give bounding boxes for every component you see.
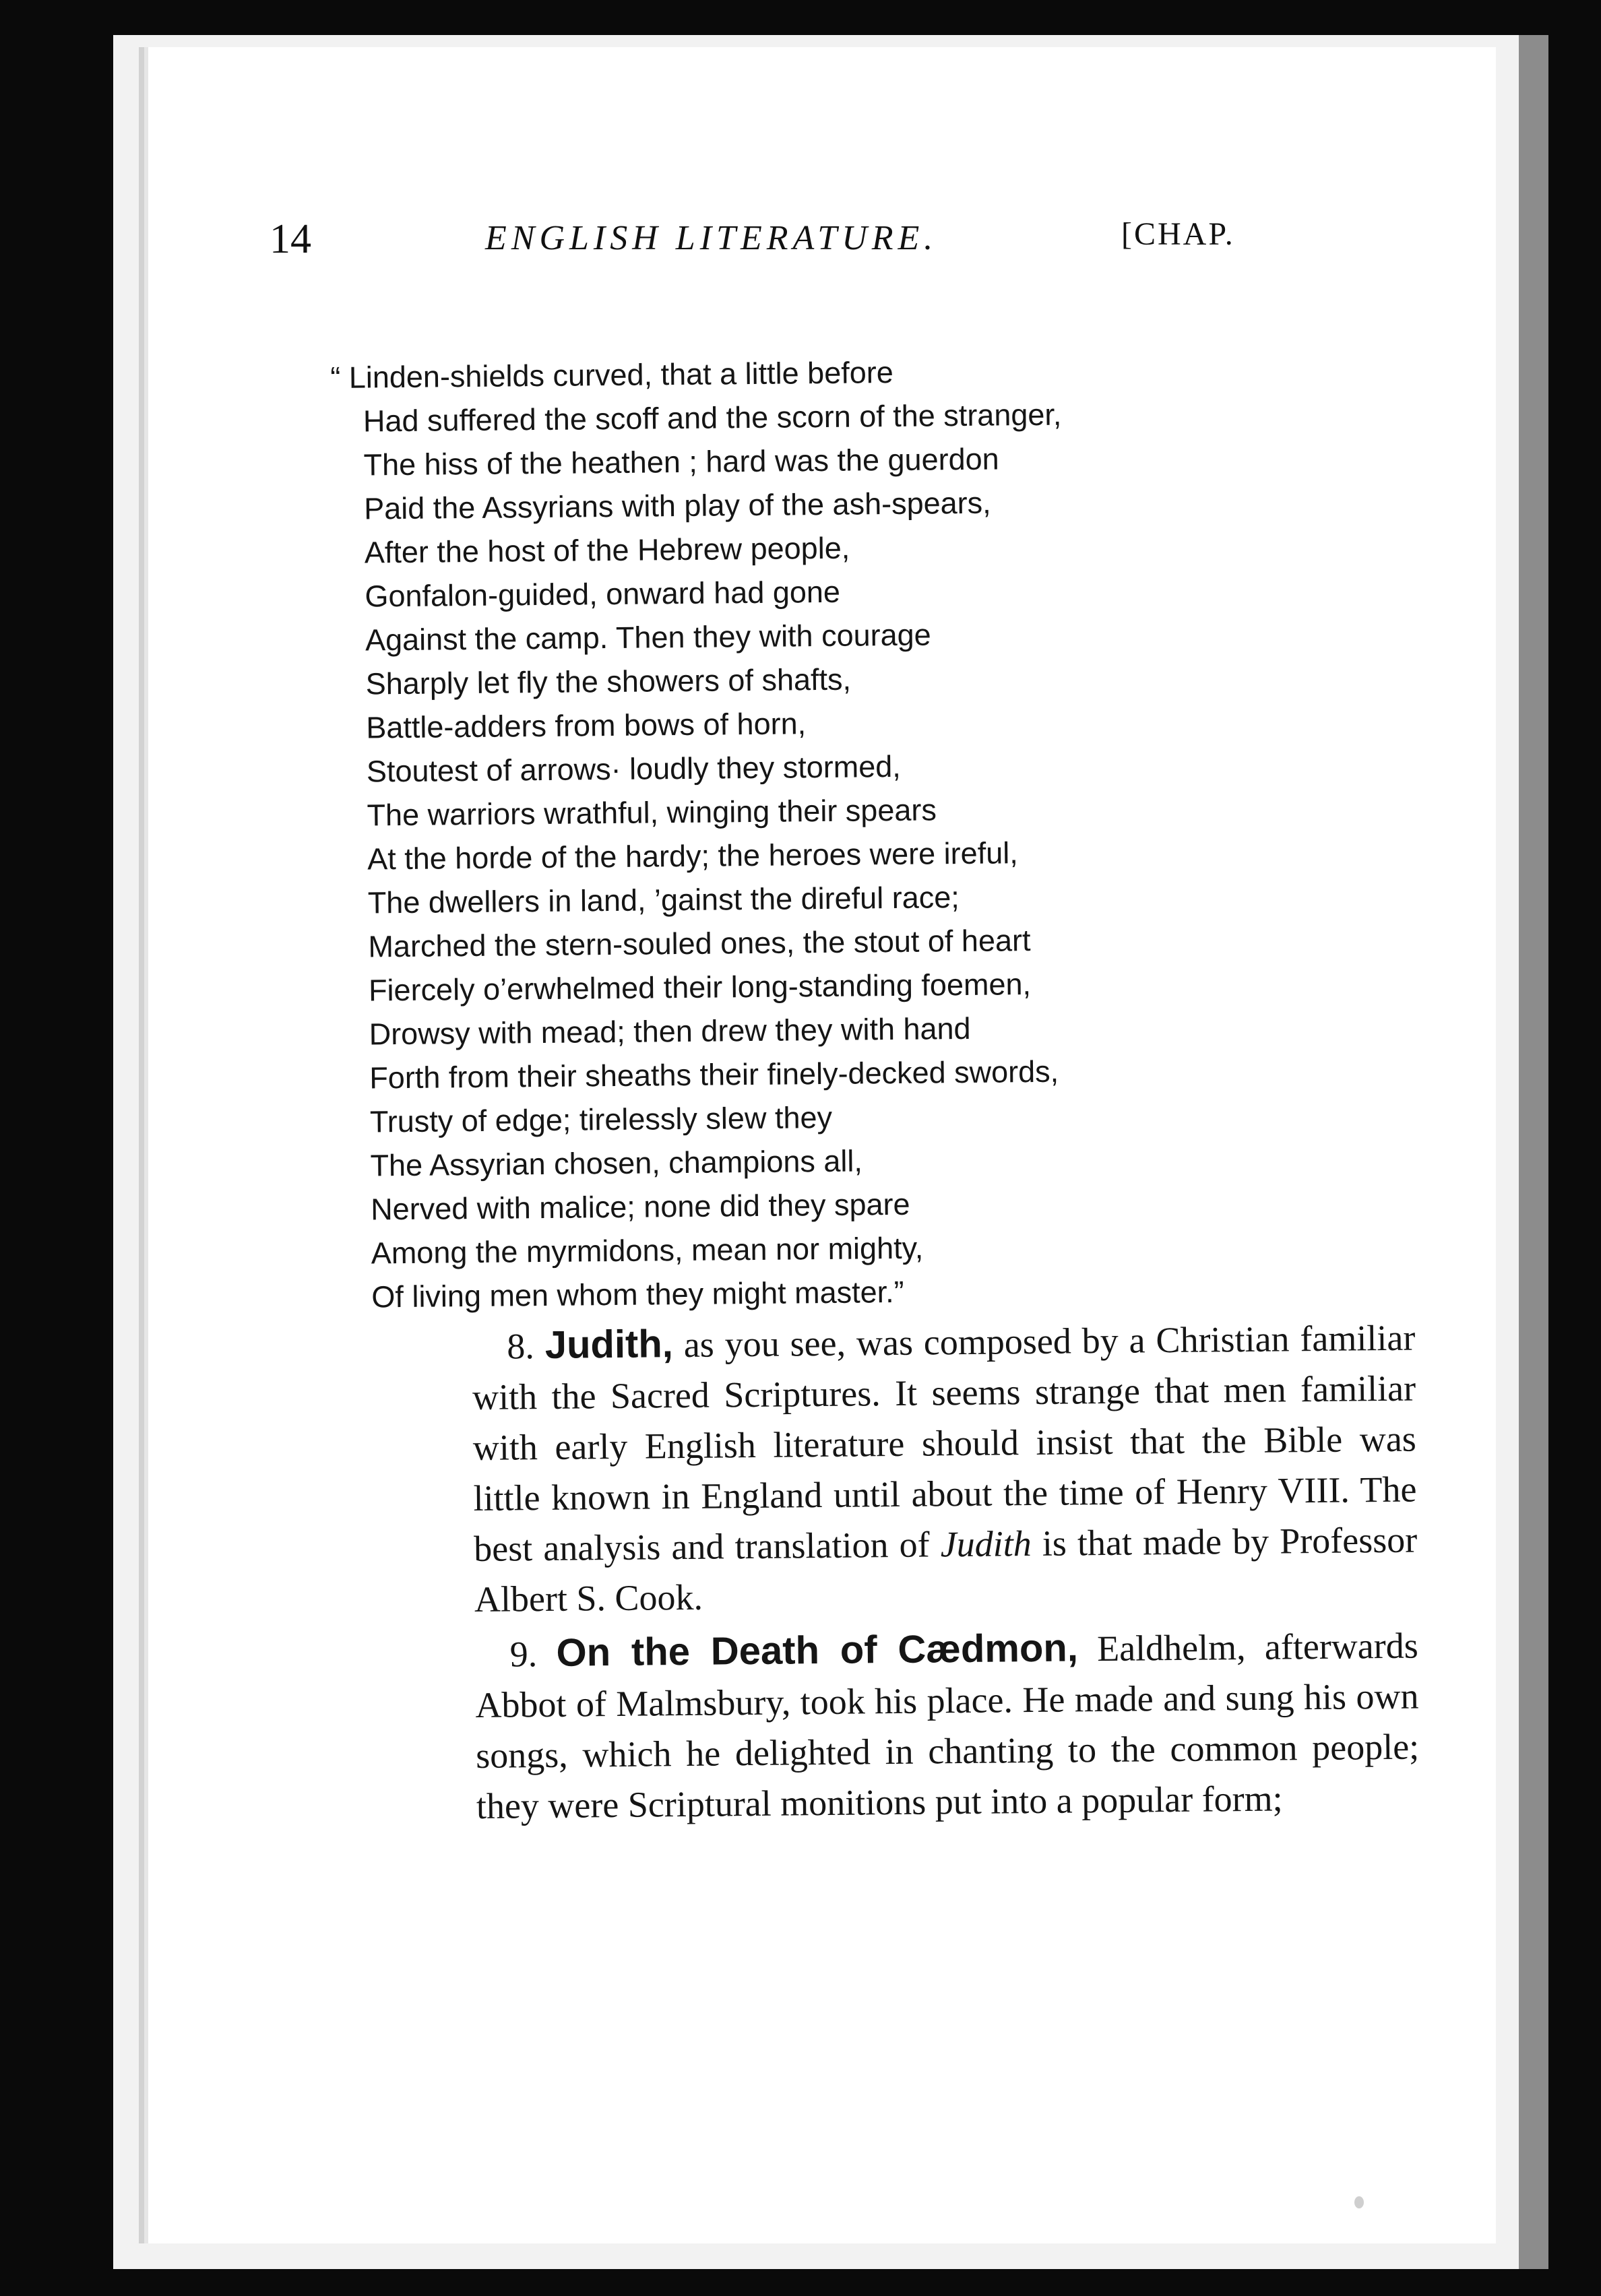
paragraph-judith [472, 1312, 1418, 1625]
verse-quotation [330, 346, 1404, 1319]
page-number: 14 [270, 216, 311, 262]
italic-title: Judith [940, 1523, 1032, 1565]
verse-line: The warriors wrathful, winging their spears [367, 792, 937, 833]
verse-line: Forth from their sheaths their finely-decked swords, [369, 1054, 1059, 1095]
verse-line: Sharply let fly the showers of shafts, [365, 662, 852, 701]
verse-line: After the host of the Hebrew people, [364, 530, 850, 570]
chapter-mark: [CHAP. [1121, 216, 1235, 252]
verse-line: Gonfalon-guided, onward had gone [365, 574, 841, 614]
verse-line: Fiercely o’erwhelmed their long-standing foemen, [368, 967, 1032, 1008]
verse-line: Nerved with malice; none did they spare [370, 1186, 910, 1227]
verse-line: Among the myrmidons, mean nor mighty, [371, 1230, 924, 1271]
verse-line: The Assyrian chosen, champions all, [370, 1143, 863, 1183]
verse-line: The dwellers in land, ’gainst the direful race; [367, 880, 960, 920]
verse-line: Of living men whom they might master.” [371, 1274, 904, 1314]
section-heading: On the Death of Cædmon, [556, 1626, 1079, 1675]
verse-line: Marched the stern-souled ones, the stout of heart [368, 923, 1031, 964]
dust-speck [1354, 2196, 1364, 2208]
verse-line: At the horde of the hardy; the heroes were ireful, [367, 835, 1018, 876]
verse-line: Trusty of edge; tirelessly slew they [369, 1099, 833, 1139]
verse-line: Drowsy with mead; then drew they with hand [369, 1011, 971, 1052]
verse-line: The hiss of the heathen ; hard was the guerdon [363, 441, 999, 482]
paragraph-number: 9. [509, 1634, 538, 1675]
paragraph-number: 8. [507, 1326, 535, 1367]
verse-line: Had suffered the scoff and the scorn of the stranger, [363, 397, 1062, 439]
section-heading: Judith, [544, 1322, 674, 1367]
verse-line: Stoutest of arrows· loudly they stormed, [366, 748, 901, 789]
paragraph-text: as you see, was composed by a Christian familiar with the Sacred Scriptures. It seems strange that men familiar with early English literature should insist that the Bible was little known in England until about the time of Henry VIII. The best analysis and translation of [472, 1317, 1417, 1569]
running-header [270, 216, 1375, 296]
paragraph-text: Ealdhelm, afterwards Abbot of Malmsbury, took his place. He made and sung his own songs, which he delighted in chanting to the common people; they were Scriptural monitions put into a popular form; [475, 1625, 1420, 1826]
prose-body [472, 1312, 1420, 1835]
verse-line: Battle-adders from bows of horn, [366, 706, 807, 745]
verse-line: Paid the Assyrians with play of the ash-spears, [363, 485, 991, 526]
running-title: ENGLISH LITERATURE. [485, 219, 938, 257]
paragraph-caedmon [474, 1620, 1420, 1832]
verse-line: Against the camp. Then they with courage [365, 617, 931, 658]
paragraph-text: is that made by Professor Albert S. Cook. [474, 1519, 1418, 1620]
verse-line: “ Linden-shields curved, that a little before [330, 354, 893, 395]
